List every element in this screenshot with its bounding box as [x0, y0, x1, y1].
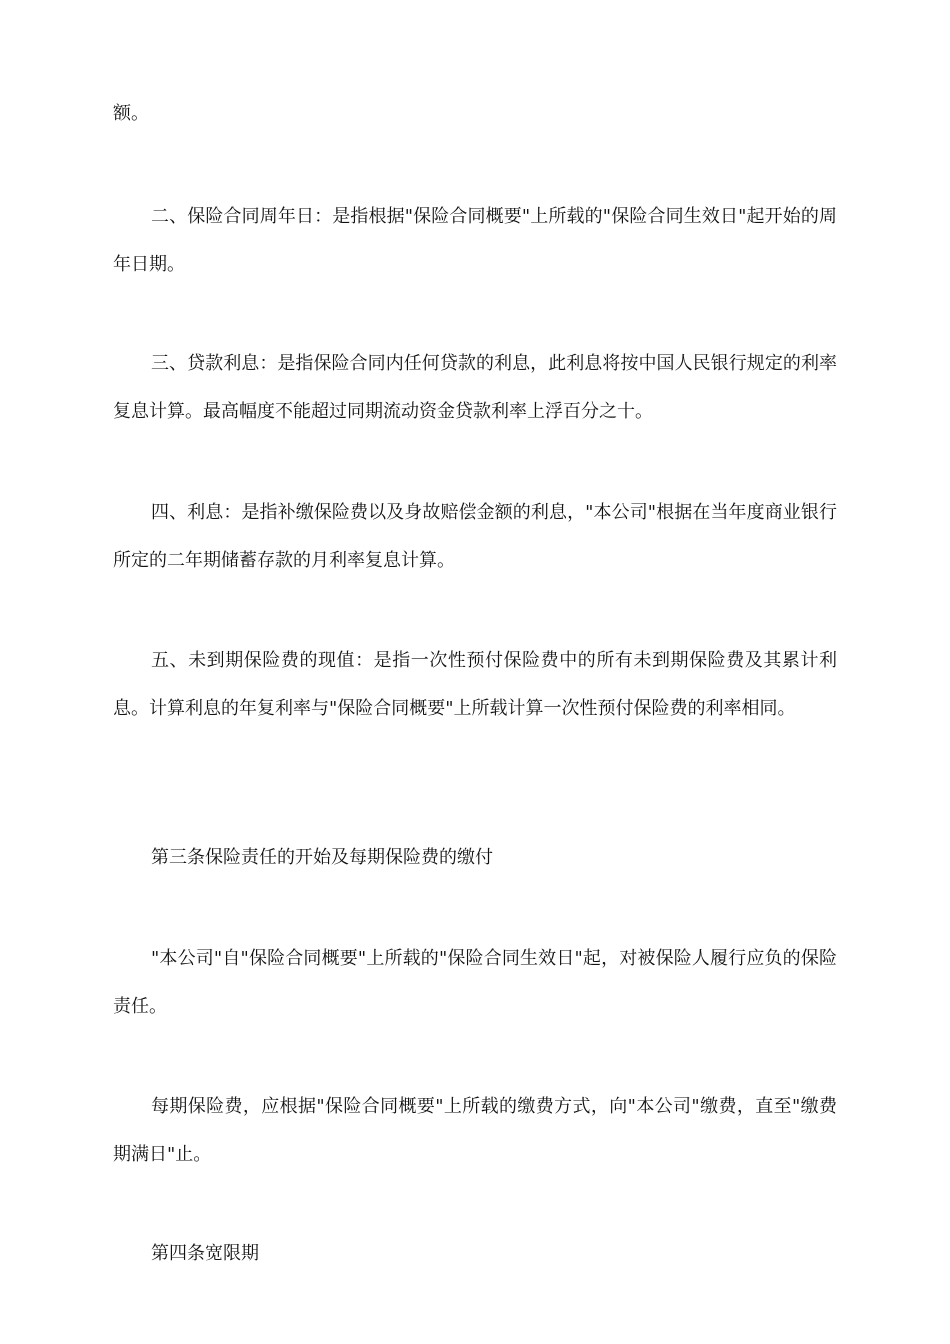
- paragraph-policy-anniversary: 二、保险合同周年日：是指根据"保险合同概要"上所载的"保险合同生效日"起开始的周年日期。: [113, 206, 837, 275]
- paragraph-liability-start: "本公司"自"保险合同概要"上所载的"保险合同生效日"起，对被保险人履行应负的保险责任。: [113, 948, 837, 1017]
- paragraph-continuation: 额。: [113, 103, 149, 124]
- article-heading-4: 第四条宽限期: [151, 1243, 259, 1264]
- article-heading-3: 第三条保险责任的开始及每期保险费的缴付: [151, 847, 493, 868]
- paragraph-interest: 四、利息：是指补缴保险费以及身故赔偿金额的利息，"本公司"根据在当年度商业银行所定的二年期储蓄存款的月利率复息计算。: [113, 502, 837, 571]
- paragraph-present-value: 五、未到期保险费的现值：是指一次性预付保险费中的所有未到期保险费及其累计利息。计算利息的年复利率与"保险合同概要"上所载计算一次性预付保险费的利率相同。: [113, 650, 837, 719]
- paragraph-loan-interest: 三、贷款利息：是指保险合同内任何贷款的利息，此利息将按中国人民银行规定的利率复息计算。最高幅度不能超过同期流动资金贷款利率上浮百分之十。: [113, 353, 837, 422]
- paragraph-premium-payment: 每期保险费，应根据"保险合同概要"上所载的缴费方式，向"本公司"缴费，直至"缴费期满日"止。: [113, 1096, 837, 1165]
